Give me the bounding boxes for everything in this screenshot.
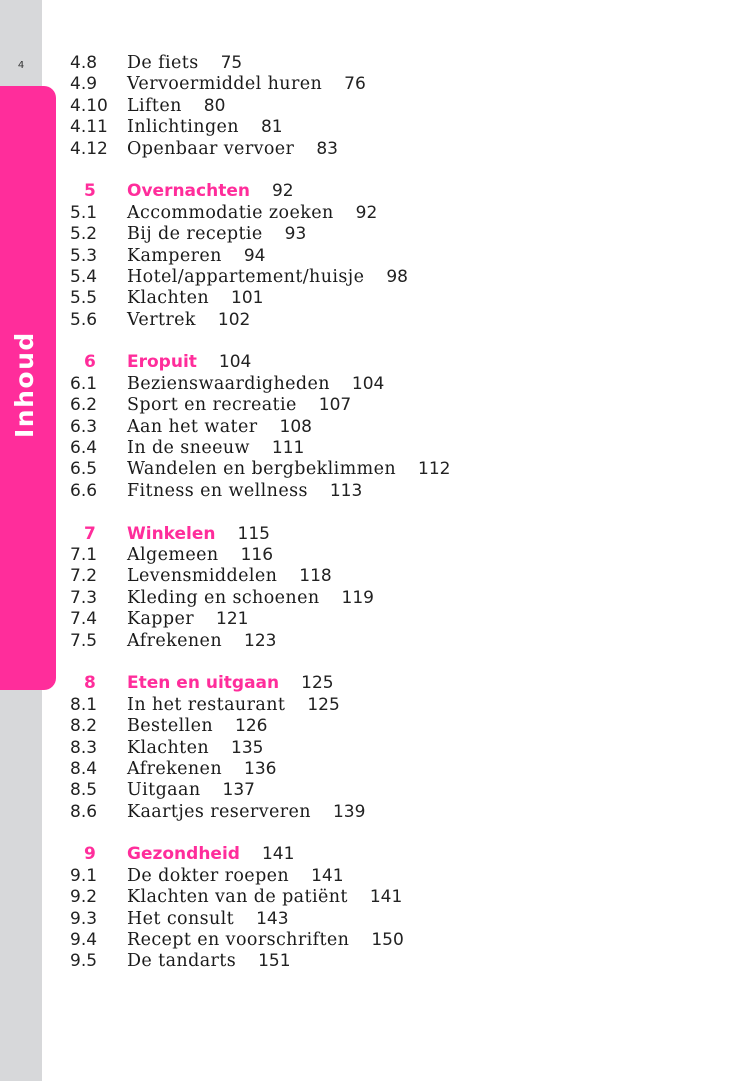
toc-entry-row[interactable]: [70, 53, 710, 74]
toc-page-number: 125: [307, 694, 340, 715]
toc-number: 7.4: [70, 609, 98, 630]
toc-title: Bezienswaardigheden: [127, 373, 330, 394]
toc-title: Vervoermiddel huren: [127, 74, 323, 95]
toc-page-number: 76: [344, 74, 366, 95]
toc-page-number: 136: [244, 758, 277, 779]
toc-title: Kleding en schoenen: [127, 587, 320, 608]
toc-page-number: 81: [260, 117, 283, 138]
toc-page-number: 98: [386, 266, 408, 287]
toc-page-number: 75: [220, 53, 243, 73]
toc-chapter-row[interactable]: [70, 844, 710, 865]
toc-page-number: 80: [203, 95, 226, 116]
toc-number: 8.1: [70, 694, 98, 715]
toc-entry-row[interactable]: [70, 802, 710, 823]
toc-number: 8.2: [70, 716, 98, 737]
toc-page-number: 107: [318, 395, 352, 416]
toc-number: 4.12: [70, 138, 108, 159]
toc-number: 5.1: [70, 202, 98, 223]
toc-entry-row[interactable]: [70, 374, 710, 395]
toc-page-number: 151: [258, 951, 291, 972]
table-of-contents: [70, 53, 710, 973]
toc-page-number: 83: [316, 138, 338, 159]
toc-title: Winkelen: [127, 523, 216, 544]
toc-title: Klachten: [127, 288, 210, 309]
toc-page-number: 101: [231, 288, 264, 309]
toc-page-number: 135: [231, 737, 264, 758]
toc-title: Overnachten: [127, 181, 250, 202]
toc-entry-row[interactable]: [70, 695, 710, 716]
toc-spacer: [70, 502, 710, 523]
toc-number: 9.3: [70, 908, 98, 929]
toc-entry-row[interactable]: [70, 459, 710, 480]
toc-number: 7.1: [70, 544, 98, 565]
toc-page-number: 92: [355, 202, 378, 223]
toc-title: Openbaar vervoer: [127, 138, 295, 159]
toc-entry-row[interactable]: [70, 438, 710, 459]
toc-entry-row[interactable]: [70, 117, 710, 138]
toc-number: 6.5: [70, 459, 98, 480]
toc-title: Klachten van de patiënt: [127, 887, 348, 908]
toc-entry-row[interactable]: [70, 417, 710, 438]
toc-number: 5.5: [70, 288, 98, 309]
toc-spacer: [70, 652, 710, 673]
toc-page-number: 108: [279, 416, 312, 437]
toc-entry-row[interactable]: [70, 267, 710, 288]
toc-title: Levensmiddelen: [127, 566, 278, 587]
toc-number: 6.1: [70, 373, 98, 394]
toc-entry-row[interactable]: [70, 288, 710, 309]
toc-entry-row[interactable]: [70, 866, 710, 887]
toc-number: 7.2: [70, 566, 98, 587]
toc-title: Bestellen: [127, 716, 214, 737]
toc-page-number: 115: [237, 523, 270, 544]
toc-page-number: 102: [217, 309, 251, 330]
toc-page-number: 94: [243, 245, 266, 266]
toc-number: 9.2: [70, 887, 98, 908]
toc-number: 8.4: [70, 758, 98, 779]
toc-chapter-row[interactable]: [70, 352, 710, 373]
toc-title: Hotel/appartement/huisje: [127, 266, 365, 287]
toc-number: 5.4: [70, 266, 98, 287]
toc-title: Aan het water: [127, 416, 258, 437]
toc-title: Eropuit: [127, 352, 197, 373]
toc-number: 6.4: [70, 438, 98, 459]
toc-title: Liften: [127, 95, 182, 116]
toc-page-number: 93: [284, 224, 307, 245]
toc-number: 7.5: [70, 630, 98, 651]
toc-title: Kaartjes reserveren: [127, 801, 311, 822]
toc-chapter-row[interactable]: [70, 181, 710, 202]
toc-page-number: 141: [311, 865, 344, 886]
toc-title: Inlichtingen: [127, 117, 239, 138]
toc-number: 5: [84, 181, 96, 202]
toc-page-number: 123: [244, 630, 277, 651]
toc-number: 6.2: [70, 395, 98, 416]
toc-spacer: [70, 160, 710, 181]
toc-title: Algemeen: [127, 544, 219, 565]
toc-number: 7.3: [70, 587, 98, 608]
toc-entry-row[interactable]: [70, 609, 710, 630]
toc-page-number: 92: [271, 181, 294, 202]
toc-number: 4.9: [70, 74, 98, 95]
toc-number: 8.3: [70, 737, 98, 758]
toc-number: 8.6: [70, 801, 98, 822]
toc-page-number: 125: [301, 673, 334, 694]
page-number: 4: [17, 60, 25, 71]
toc-entry-row[interactable]: [70, 203, 710, 224]
toc-number: 6: [84, 352, 96, 373]
toc-page-number: 141: [369, 887, 403, 908]
toc-title: Afrekenen: [127, 630, 222, 651]
toc-entry-row[interactable]: [70, 566, 710, 587]
toc-title: Uitgaan: [127, 780, 201, 801]
toc-entry-row[interactable]: [70, 909, 710, 930]
toc-title: In het restaurant: [127, 694, 286, 715]
toc-entry-row[interactable]: [70, 631, 710, 652]
toc-title: Sport en recreatie: [127, 395, 297, 416]
toc-title: Wandelen en bergbeklimmen: [127, 459, 397, 480]
toc-title: Accommodatie zoeken: [127, 202, 334, 223]
toc-spacer: [70, 331, 710, 352]
toc-number: 6.6: [70, 480, 98, 501]
toc-entry-row[interactable]: [70, 96, 710, 117]
toc-number: 8.5: [70, 780, 98, 801]
toc-title: De dokter roepen: [127, 865, 290, 886]
toc-entry-row[interactable]: [70, 930, 710, 951]
toc-page-number: 126: [235, 716, 268, 737]
toc-entry-row[interactable]: [70, 951, 710, 972]
toc-title: De fiets: [127, 53, 199, 73]
toc-entry-row[interactable]: [70, 588, 710, 609]
toc-page-number: 137: [222, 780, 255, 801]
toc-number: 4.8: [70, 53, 98, 73]
toc-number: 4.10: [70, 95, 108, 116]
toc-number: 9.4: [70, 930, 98, 951]
toc-title: Vertrek: [127, 309, 196, 330]
toc-title: Klachten: [127, 737, 210, 758]
toc-page-number: 104: [351, 373, 385, 394]
toc-title: Kapper: [127, 609, 195, 630]
toc-title: Fitness en wellness: [127, 480, 308, 501]
toc-entry-row[interactable]: [70, 759, 710, 780]
toc-number: 4.11: [70, 117, 108, 138]
toc-number: 7: [84, 523, 96, 544]
toc-number: 9.5: [70, 951, 98, 972]
toc-number: 6.3: [70, 416, 98, 437]
toc-page-number: 111: [271, 438, 305, 459]
toc-entry-row[interactable]: [70, 224, 710, 245]
toc-chapter-row[interactable]: [70, 524, 710, 545]
toc-entry-row[interactable]: [70, 139, 710, 160]
toc-entry-row[interactable]: [70, 545, 710, 566]
toc-entry-row[interactable]: [70, 395, 710, 416]
toc-page-number: 150: [371, 930, 404, 951]
toc-chapter-row[interactable]: [70, 673, 710, 694]
toc-title: Recept en voorschriften: [127, 930, 350, 951]
toc-number: 5.3: [70, 245, 98, 266]
toc-page-number: 113: [329, 480, 363, 501]
toc-entry-row[interactable]: [70, 887, 710, 908]
toc-number: 9.1: [70, 865, 98, 886]
toc-entry-row[interactable]: [70, 246, 710, 267]
toc-page-number: 118: [299, 566, 332, 587]
toc-entry-row[interactable]: [70, 481, 710, 502]
toc-title: Gezondheid: [127, 844, 240, 865]
toc-number: 9: [84, 844, 96, 865]
toc-page-number: 143: [256, 908, 289, 929]
toc-entry-row[interactable]: [70, 738, 710, 759]
toc-page-number: 119: [341, 587, 374, 608]
toc-entry-row[interactable]: [70, 716, 710, 737]
toc-title: Afrekenen: [127, 758, 222, 779]
toc-title: Kamperen: [127, 245, 222, 266]
section-tab-label: Inhoud: [10, 331, 39, 438]
toc-entry-row[interactable]: [70, 780, 710, 801]
toc-title: De tandarts: [127, 951, 237, 972]
toc-spacer: [70, 823, 710, 844]
toc-title: Bij de receptie: [127, 224, 263, 245]
toc-number: 8: [84, 673, 96, 694]
toc-title: Het consult: [127, 908, 235, 929]
toc-page-number: 139: [332, 801, 366, 822]
toc-page-number: 141: [261, 844, 295, 865]
toc-page-number: 116: [240, 544, 274, 565]
toc-entry-row[interactable]: [70, 74, 710, 95]
toc-title: Eten en uitgaan: [127, 673, 280, 694]
toc-number: 5.2: [70, 224, 98, 245]
toc-entry-row[interactable]: [70, 310, 710, 331]
toc-page-number: 104: [218, 352, 252, 373]
toc-page-number: 112: [418, 459, 451, 480]
toc-title: In de sneeuw: [127, 438, 250, 459]
toc-number: 5.6: [70, 309, 98, 330]
toc-page-number: 121: [216, 609, 249, 630]
